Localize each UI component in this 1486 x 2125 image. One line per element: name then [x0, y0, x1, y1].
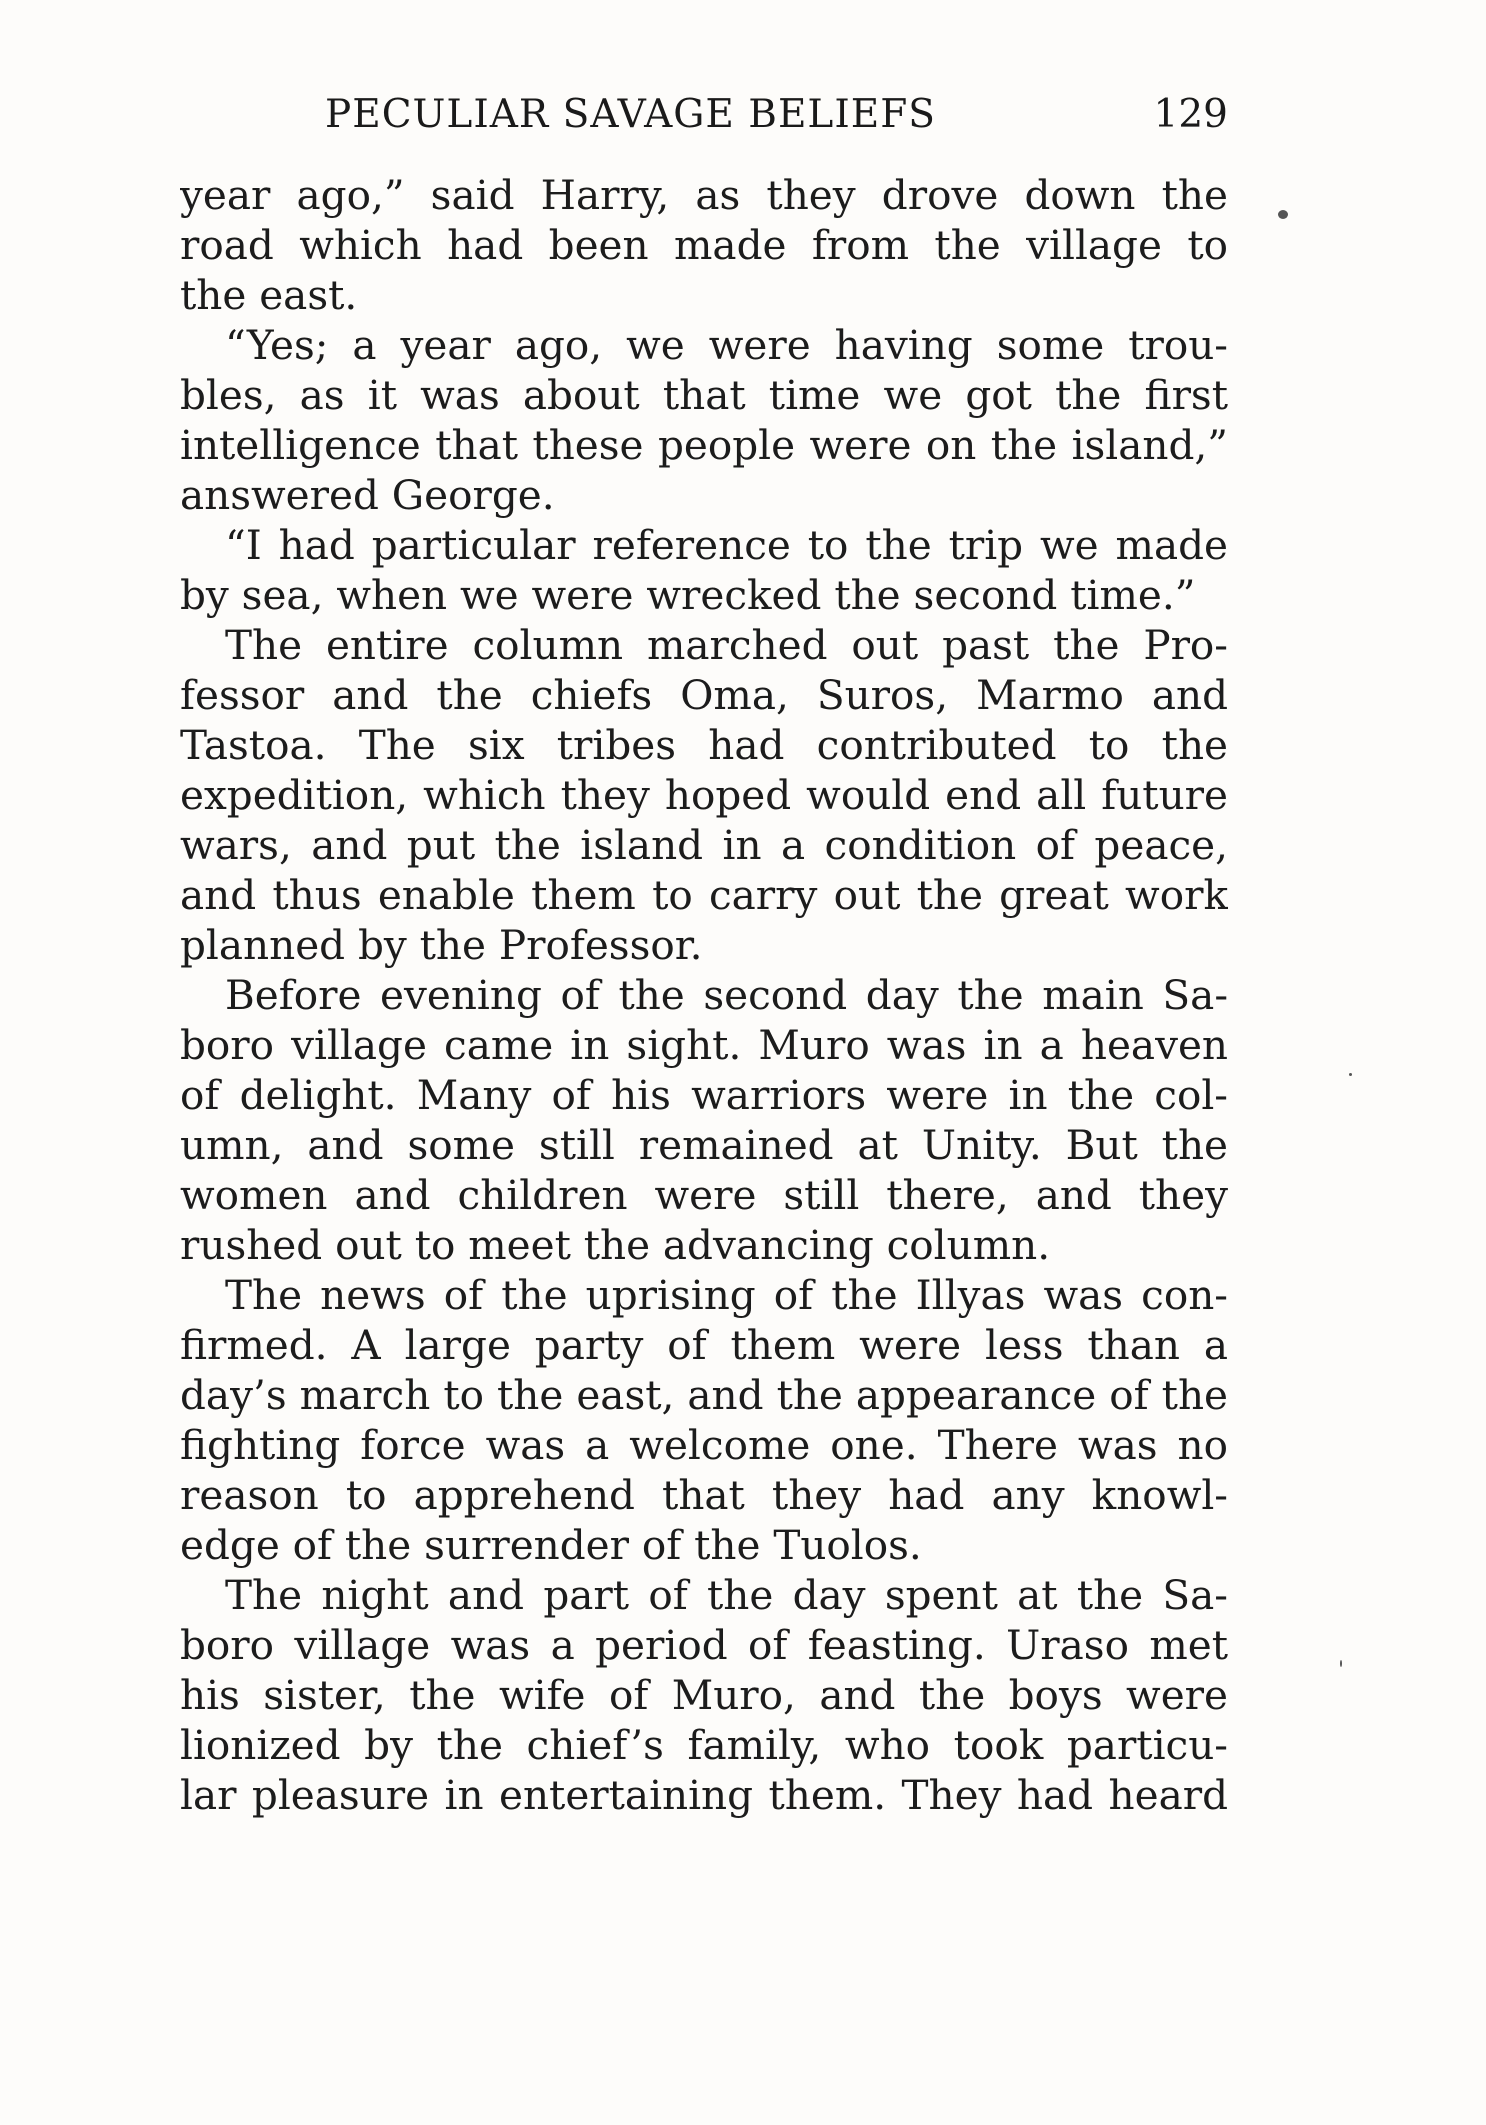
scan-speck [1349, 1073, 1352, 1076]
text-line: rushed out to meet the advancing column. [180, 1221, 1051, 1269]
text-line: by sea, when we were wrecked the second time.” [180, 571, 1196, 619]
text-line: fessor and the chiefs Oma, Suros, Marmo and [180, 671, 1228, 719]
text-line: day’s march to the east, and the appearance of the [180, 1371, 1228, 1419]
text-line: bles, as it was about that time we got the first [180, 371, 1228, 419]
text-line: women and children were still there, and they [180, 1171, 1228, 1219]
text-line: his sister, the wife of Muro, and the boys were [180, 1671, 1228, 1719]
text-line: expedition, which they hoped would end all future [180, 771, 1228, 819]
text-line: boro village was a period of feasting. Uraso met [180, 1621, 1228, 1669]
running-title: PECULIAR SAVAGE BELIEFS [325, 92, 936, 137]
text-line: reason to apprehend that they had any knowl- [180, 1471, 1228, 1519]
text-line: and thus enable them to carry out the great work [180, 871, 1228, 919]
text-line: lionized by the chief’s family, who took particu- [180, 1721, 1228, 1769]
text-line: of delight. Many of his warriors were in the col- [180, 1071, 1228, 1119]
scan-speck [1340, 1660, 1342, 1667]
text-line: “I had particular reference to the trip we made [225, 521, 1228, 569]
text-line: The night and part of the day spent at the Sa- [225, 1571, 1228, 1619]
text-line: edge of the surrender of the Tuolos. [180, 1521, 922, 1569]
text-line: firmed. A large party of them were less than a [180, 1321, 1228, 1369]
text-line: umn, and some still remained at Unity. But the [180, 1121, 1228, 1169]
text-line: boro village came in sight. Muro was in a heaven [180, 1021, 1228, 1069]
scan-speck [1278, 210, 1288, 219]
body-text [180, 170, 1228, 1820]
text-line: road which had been made from the village to [180, 221, 1228, 269]
text-line: The entire column marched out past the Pro- [225, 621, 1228, 669]
text-line: Tastoa. The six tribes had contributed to the [180, 721, 1228, 769]
text-line: intelligence that these people were on the island,” [180, 421, 1228, 469]
running-head [180, 92, 1228, 148]
text-line: The news of the uprising of the Illyas was con- [225, 1271, 1228, 1319]
text-line: the east. [180, 271, 358, 319]
text-line: lar pleasure in entertaining them. They had heard [180, 1771, 1228, 1819]
text-line: “Yes; a year ago, we were having some trou- [225, 321, 1228, 369]
text-line: wars, and put the island in a condition of peace, [180, 821, 1228, 869]
text-line: planned by the Professor. [180, 921, 703, 969]
text-line: fighting force was a welcome one. There was no [180, 1421, 1228, 1469]
text-line: year ago,” said Harry, as they drove down the [180, 171, 1228, 219]
page-number: 129 [1153, 92, 1228, 137]
text-line: answered George. [180, 471, 555, 519]
text-line: Before evening of the second day the main Sa- [225, 971, 1228, 1019]
